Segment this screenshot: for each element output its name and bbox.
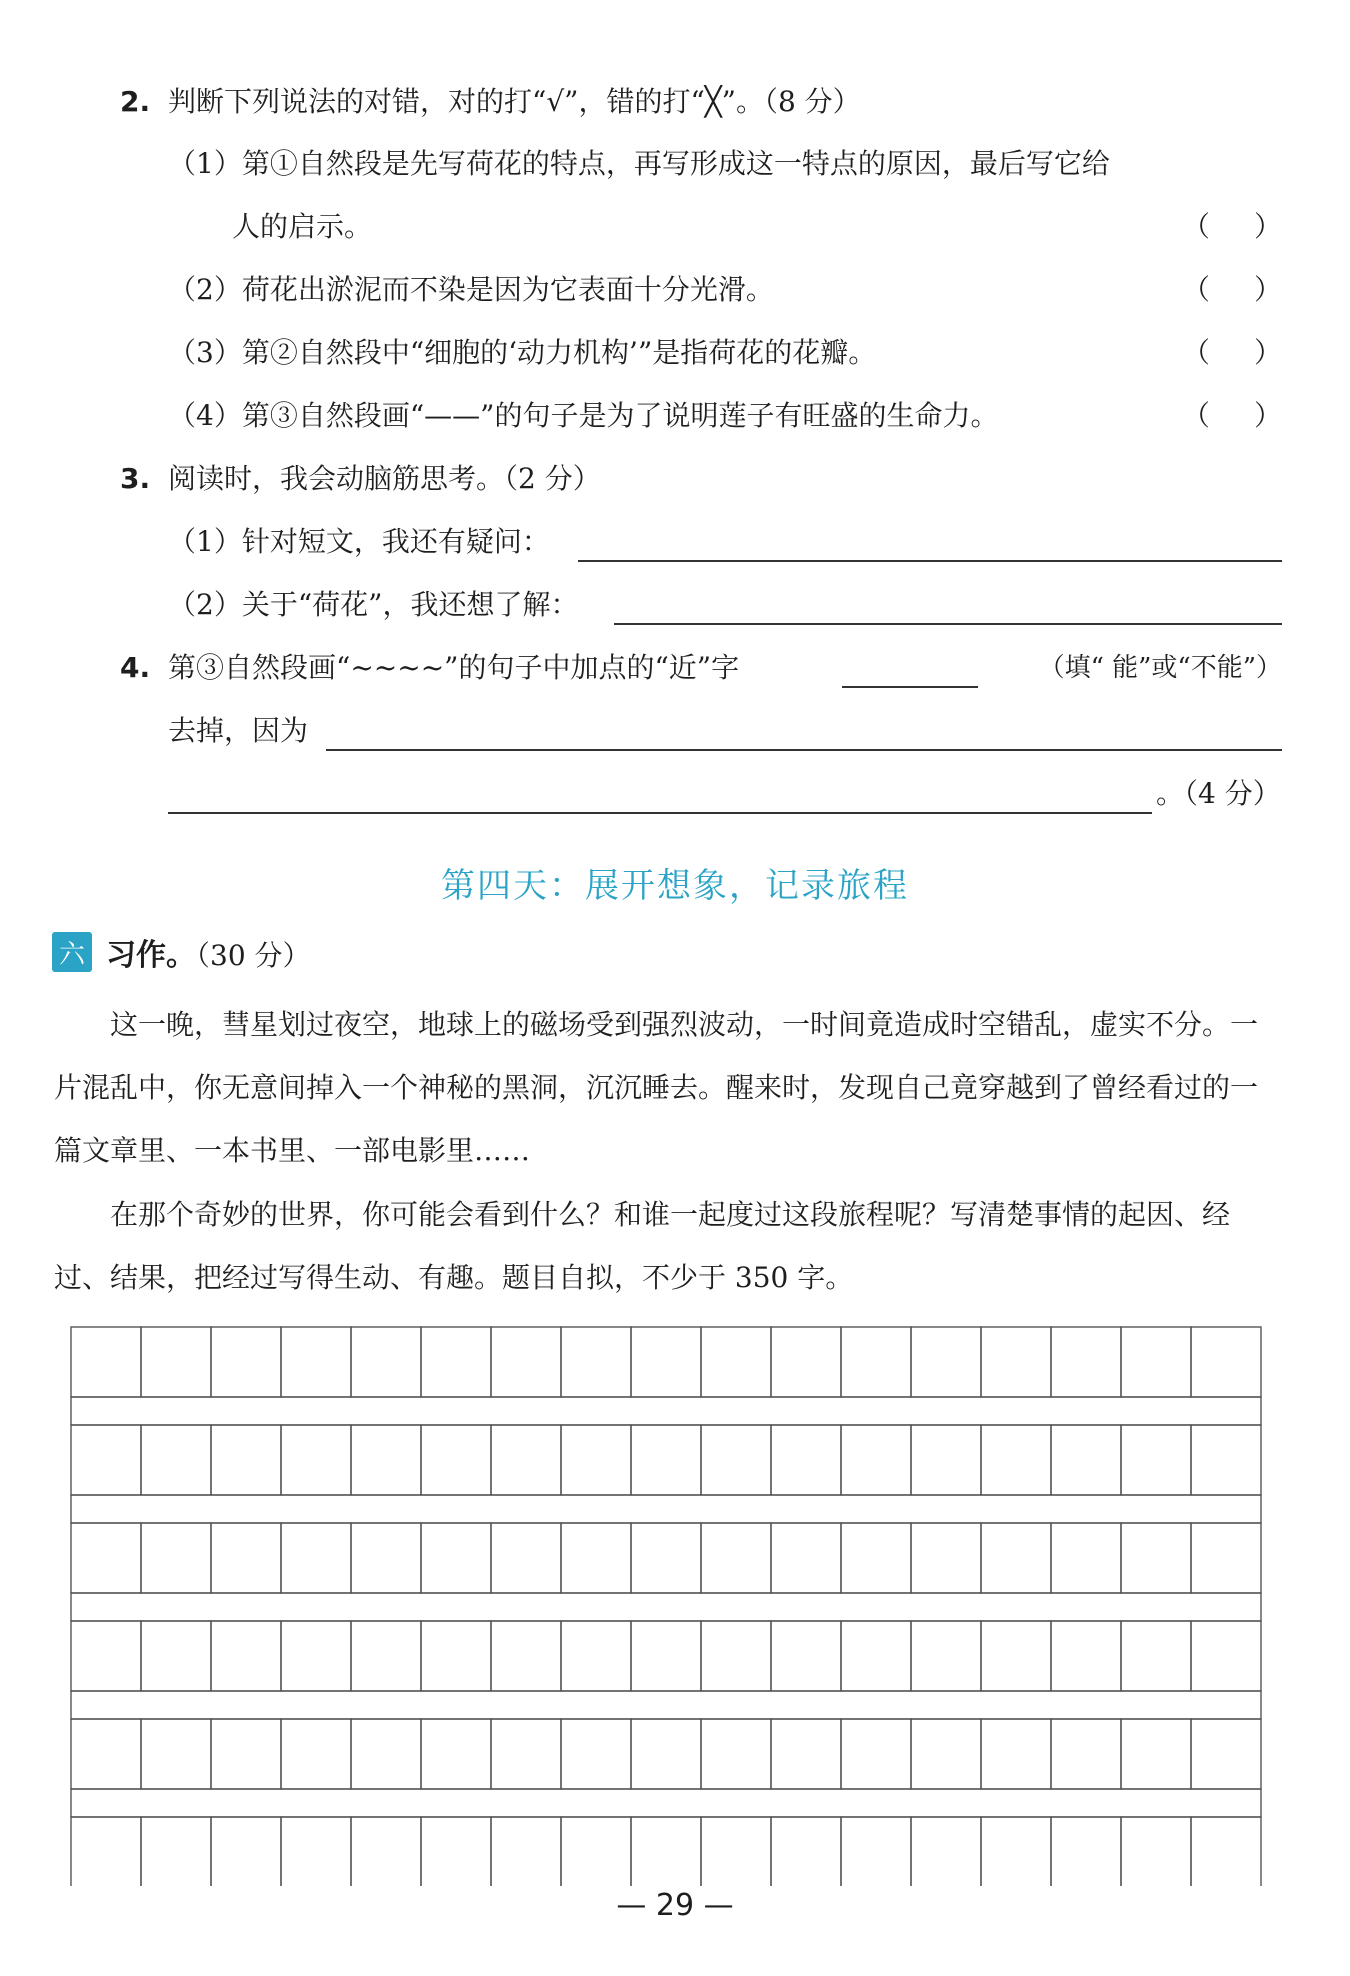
grid-row[interactable] [71, 1523, 1261, 1621]
grid-cell[interactable] [281, 1425, 351, 1495]
grid-cell[interactable] [281, 1817, 351, 1886]
q2-item-1-text: 第①自然段是先写荷花的特点，再写形成这一特点的原因，最后写它给 [241, 147, 1110, 180]
q3-header [0, 449, 1350, 509]
grid-cell[interactable] [281, 1719, 351, 1789]
grid-cell[interactable] [911, 1327, 981, 1397]
grid-cell[interactable] [71, 1719, 141, 1789]
grid-cell[interactable] [701, 1621, 771, 1691]
q2-item-3 [0, 323, 1350, 383]
q2-item-2 [0, 260, 1350, 320]
grid-cell[interactable] [211, 1719, 281, 1789]
answer-paren-2[interactable]: （ ） [1182, 273, 1282, 306]
grid-cell[interactable] [491, 1523, 561, 1593]
grid-cell[interactable] [771, 1425, 841, 1495]
grid-cell[interactable] [981, 1523, 1051, 1593]
grid-cell[interactable] [561, 1621, 631, 1691]
grid-cell[interactable] [351, 1621, 421, 1691]
grid-cell[interactable] [141, 1327, 211, 1397]
grid-cell[interactable] [701, 1817, 771, 1886]
answer-blank-q4-reason-2[interactable] [168, 772, 1152, 814]
q3-item-2-text: 关于“荷花”，我还想了解： [241, 588, 579, 621]
grid-cell[interactable] [491, 1425, 561, 1495]
q2-item-3-text: 第②自然段中“细胞的‘动力机构’”是指荷花的花瓣。 [241, 336, 877, 369]
grid-cell[interactable] [981, 1621, 1051, 1691]
grid-cell[interactable] [1191, 1425, 1261, 1495]
grid-cell[interactable] [1191, 1327, 1261, 1397]
grid-cell[interactable] [841, 1621, 911, 1691]
grid-cell[interactable] [631, 1817, 701, 1886]
grid-row-spacer [71, 1495, 1261, 1523]
grid-cell[interactable] [561, 1327, 631, 1397]
grid-cell[interactable] [1191, 1719, 1261, 1789]
q4-header [0, 638, 1350, 698]
prompt-paragraph-1: 这一晚，彗星划过夜空，地球上的磁场受到强烈波动，一时间竟造成时空错乱，虚实不分。一片混乱中，你无意间掉入一个神秘的黑洞，沉沉睡去。醒来时，发现自己竟穿越到了曾经看过的一篇文章里、一本书里、一部电影里…… [54, 1008, 1259, 1167]
q3-item-2-num: （2） [168, 588, 242, 621]
answer-paren-1[interactable]: （ ） [1182, 210, 1282, 243]
grid-cell[interactable] [211, 1425, 281, 1495]
q2-item-1-continued [0, 197, 1350, 257]
grid-cell[interactable] [561, 1719, 631, 1789]
grid-cell[interactable] [491, 1621, 561, 1691]
grid-cell[interactable] [71, 1327, 141, 1397]
grid-cell[interactable] [1121, 1817, 1191, 1886]
q4-score: 。（4 分） [1156, 777, 1281, 810]
grid-row-spacer [71, 1691, 1261, 1719]
grid-cell[interactable] [141, 1425, 211, 1495]
grid-cell[interactable] [771, 1621, 841, 1691]
grid-cell[interactable] [701, 1719, 771, 1789]
q2-item-4 [0, 386, 1350, 446]
day-title: 第四天：展开想象，记录旅程 [441, 866, 909, 906]
grid-cell[interactable] [71, 1621, 141, 1691]
grid-cell[interactable] [351, 1425, 421, 1495]
grid-cell[interactable] [281, 1523, 351, 1593]
q2-item-1-num: （1） [168, 147, 242, 180]
q2-item-3-num: （3） [168, 336, 242, 369]
q3-item-1 [0, 512, 1350, 572]
grid-cell[interactable] [421, 1327, 491, 1397]
grid-cell[interactable] [841, 1523, 911, 1593]
q2-number: 2. [120, 85, 151, 118]
grid-cell[interactable] [141, 1817, 211, 1886]
section-header [52, 930, 311, 974]
grid-cell[interactable] [421, 1425, 491, 1495]
prompt-paragraph-2: 在那个奇妙的世界，你可能会看到什么？和谁一起度过这段旅程呢？写清楚事情的起因、经过、结果，把经过写得生动、有趣。题目自拟，不少于 350 字。 [54, 1198, 1231, 1294]
grid-cell[interactable] [701, 1523, 771, 1593]
grid-cell[interactable] [211, 1621, 281, 1691]
grid-cell[interactable] [631, 1425, 701, 1495]
q2-item-4-text: 第③自然段画“——”的句子是为了说明莲子有旺盛的生命力。 [241, 399, 999, 432]
page-number: — 29 — [616, 1888, 734, 1923]
grid-cell[interactable] [351, 1523, 421, 1593]
grid-cell[interactable] [841, 1817, 911, 1886]
grid-cell[interactable] [1121, 1523, 1191, 1593]
grid-cell[interactable] [211, 1523, 281, 1593]
grid-cell[interactable] [281, 1327, 351, 1397]
grid-cell[interactable] [701, 1327, 771, 1397]
grid-cell[interactable] [1191, 1621, 1261, 1691]
grid-cell[interactable] [491, 1327, 561, 1397]
grid-cell[interactable] [1051, 1425, 1121, 1495]
grid-cell[interactable] [1191, 1817, 1261, 1886]
grid-cell[interactable] [1121, 1327, 1191, 1397]
grid-row-spacer [71, 1397, 1261, 1425]
q2-item-2-text: 荷花出淤泥而不染是因为它表面十分光滑。 [241, 273, 774, 306]
grid-cell[interactable] [981, 1719, 1051, 1789]
q3-item-1-text: 针对短文，我还有疑问： [241, 525, 550, 558]
grid-cell[interactable] [911, 1523, 981, 1593]
grid-cell[interactable] [771, 1523, 841, 1593]
grid-cell[interactable] [491, 1719, 561, 1789]
grid-row[interactable] [71, 1621, 1261, 1719]
grid-cell[interactable] [841, 1425, 911, 1495]
q2-header [0, 72, 1350, 132]
grid-cell[interactable] [981, 1425, 1051, 1495]
grid-cell[interactable] [1051, 1817, 1121, 1886]
grid-cell[interactable] [631, 1327, 701, 1397]
grid-cell[interactable] [911, 1425, 981, 1495]
grid-cell[interactable] [71, 1817, 141, 1886]
grid-cell[interactable] [841, 1719, 911, 1789]
grid-row[interactable] [71, 1817, 1261, 1886]
q2-item-1-cont-text: 人的启示。 [232, 210, 373, 243]
grid-cell[interactable] [631, 1621, 701, 1691]
writing-grid[interactable] [70, 1326, 1270, 1886]
q2-item-4-num: （4） [168, 399, 242, 432]
q3-instruction: 阅读时，我会动脑筋思考。（2 分） [168, 462, 601, 495]
q2-item-2-num: （2） [168, 273, 242, 306]
grid-cell[interactable] [911, 1621, 981, 1691]
grid-cell[interactable] [141, 1719, 211, 1789]
grid-cell[interactable] [631, 1719, 701, 1789]
grid-cell[interactable] [1121, 1719, 1191, 1789]
grid-cell[interactable] [631, 1523, 701, 1593]
grid-cell[interactable] [1051, 1719, 1121, 1789]
answer-blank-q3-2[interactable] [614, 583, 1282, 625]
grid-cell[interactable] [421, 1817, 491, 1886]
grid-cell[interactable] [491, 1817, 561, 1886]
grid-cell[interactable] [561, 1425, 631, 1495]
q3-number: 3. [120, 462, 151, 495]
grid-cell[interactable] [911, 1719, 981, 1789]
grid-cell[interactable] [561, 1523, 631, 1593]
grid-cell[interactable] [1121, 1621, 1191, 1691]
section-title: 习作。（30 分） [106, 938, 311, 973]
grid-cell[interactable] [771, 1719, 841, 1789]
answer-blank-q3-1[interactable] [578, 520, 1282, 562]
answer-blank-q4-fill[interactable] [842, 646, 978, 688]
grid-cell[interactable] [701, 1425, 771, 1495]
q2-instruction: 判断下列说法的对错，对的打“√”，错的打“╳”。（8 分） [168, 85, 861, 118]
section-number-badge: 六 [52, 932, 92, 972]
grid-cell[interactable] [1051, 1523, 1121, 1593]
q2-item-1 [0, 134, 1350, 194]
grid-cell[interactable] [421, 1719, 491, 1789]
grid-cell[interactable] [351, 1817, 421, 1886]
answer-paren-3[interactable]: （ ） [1182, 336, 1282, 369]
grid-cell[interactable] [771, 1327, 841, 1397]
grid-row-spacer [71, 1593, 1261, 1621]
q3-item-1-num: （1） [168, 525, 242, 558]
grid-cell[interactable] [911, 1817, 981, 1886]
grid-row[interactable] [71, 1719, 1261, 1817]
grid-cell[interactable] [281, 1621, 351, 1691]
grid-cell[interactable] [351, 1719, 421, 1789]
grid-cell[interactable] [421, 1523, 491, 1593]
grid-cell[interactable] [211, 1327, 281, 1397]
answer-blank-q4-reason[interactable] [326, 709, 1282, 751]
q3-item-2 [0, 575, 1350, 635]
q4-instruction: 第③自然段画“~~~~”的句子中加点的“近”字 [168, 651, 740, 684]
grid-row[interactable] [71, 1425, 1261, 1523]
grid-cell[interactable] [71, 1425, 141, 1495]
grid-cell[interactable] [421, 1621, 491, 1691]
grid-cell[interactable] [141, 1523, 211, 1593]
grid-cell[interactable] [351, 1327, 421, 1397]
grid-cell[interactable] [141, 1621, 211, 1691]
q4-hint: （填“ 能”或“不能”） [1038, 653, 1282, 683]
grid-cell[interactable] [981, 1327, 1051, 1397]
grid-cell[interactable] [1051, 1621, 1121, 1691]
grid-cell[interactable] [71, 1523, 141, 1593]
grid-cell[interactable] [211, 1817, 281, 1886]
grid-cell[interactable] [1121, 1425, 1191, 1495]
grid-row-spacer [71, 1789, 1261, 1817]
grid-row[interactable] [71, 1327, 1261, 1425]
q4-line-3 [0, 764, 1350, 824]
grid-cell[interactable] [981, 1817, 1051, 1886]
grid-cell[interactable] [841, 1327, 911, 1397]
answer-paren-4[interactable]: （ ） [1182, 399, 1282, 432]
grid-cell[interactable] [561, 1817, 631, 1886]
grid-cell[interactable] [1191, 1523, 1261, 1593]
section-score: （30 分） [196, 939, 311, 972]
q4-line2-text: 去掉，因为 [168, 714, 309, 747]
q4-line-2 [0, 701, 1350, 761]
grid-cell[interactable] [1051, 1327, 1121, 1397]
q4-number: 4. [120, 651, 151, 684]
grid-cell[interactable] [771, 1817, 841, 1886]
